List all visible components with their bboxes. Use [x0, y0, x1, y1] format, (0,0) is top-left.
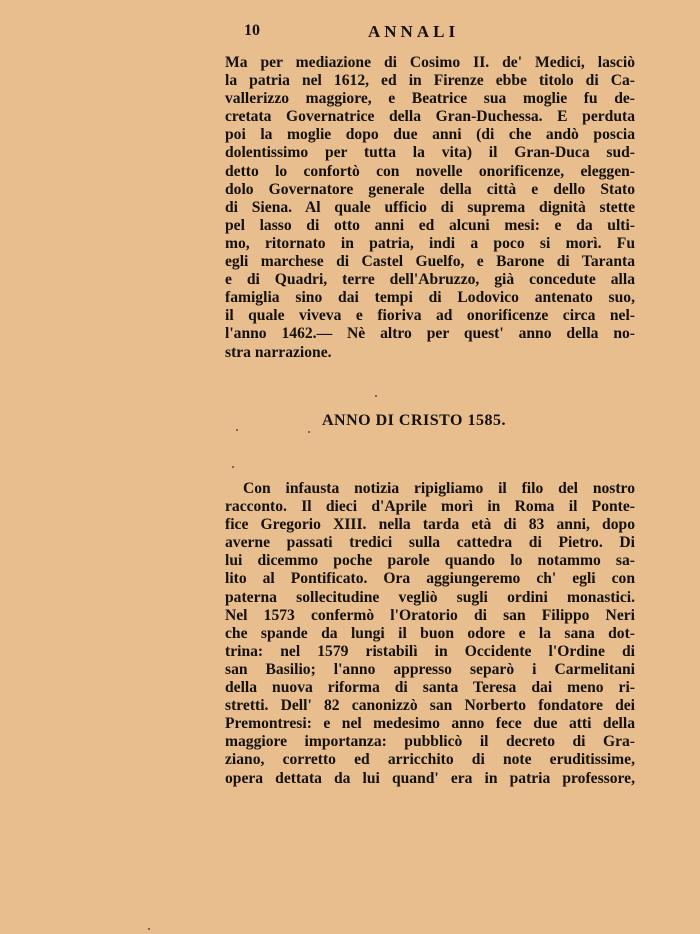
paragraph-line: averne passati tredici sulla cattedra di Pietro. Di: [225, 534, 635, 552]
paragraph-line: Nel 1573 confermò l'Oratorio di san Filippo Neri: [225, 606, 635, 624]
paragraph-line: Con infausta notizia ripigliamo il filo del nostro: [243, 480, 635, 497]
section-heading: ANNO DI CRISTO 1585.: [322, 412, 506, 429]
paragraph-line: Ma per mediazione di Cosimo II. de' Medici, lasciò: [225, 54, 635, 71]
running-head: ANNALI: [368, 22, 460, 41]
paragraph-line: dolo Governatore generale della città e dello Stato: [225, 180, 635, 198]
paragraph-line: la patria nel 1612, ed in Firenze ebbe titolo di Ca-: [225, 72, 635, 90]
paragraph-line: detto lo confortò con novelle onorificenze, eleggen-: [225, 162, 635, 180]
paragraph-line: egli marchese di Castel Guelfo, e Barone di Taranta: [225, 253, 635, 271]
paragraph-line: il quale viveva e fioriva ad onorificenze circa nel-: [225, 307, 635, 325]
paragraph-line: pel lasso di otto anni ed alcuni mesi: e da ulti-: [225, 216, 635, 234]
paragraph-line: racconto. Il dieci d'Aprile morì in Roma il Ponte-: [225, 498, 635, 516]
paragraph-line: di Siena. Al quale ufficio di suprema dignità stette: [225, 198, 635, 216]
paper-speck: [236, 429, 238, 431]
paragraph-line: mo, ritornato in patria, indi a poco si morì. Fu: [225, 234, 635, 252]
paper-speck: [308, 431, 310, 433]
paragraph-line: san Basilio; l'anno appresso separò i Carmelitani: [225, 660, 635, 678]
paragraph-line: che spande da lungi il buon odore e la sana dot-: [225, 624, 635, 642]
paragraph-1: [225, 54, 635, 362]
paragraph-line: cretata Governatrice della Gran-Duchessa. E perduta: [225, 108, 635, 126]
paragraph-line: paterna sollecitudine vegliò sugli ordini monastici.: [225, 588, 635, 606]
paragraph-line: stra narrazione.: [225, 343, 332, 361]
paragraph-line: stretti. Dell' 82 canonizzò san Norberto fondatore dei: [225, 697, 635, 715]
paragraph-line: opera dettata da lui quand' era in patria professore,: [225, 769, 635, 787]
paragraph-line: lui dicemmo poche parole quando lo notammo sa-: [225, 552, 635, 570]
paragraph-line: Premontresi: e nel medesimo anno fece due atti della: [225, 715, 635, 733]
paper-speck: [375, 395, 377, 397]
paragraph-line: dolentissimo per tutta la vita) il Gran-Duca sud-: [225, 144, 635, 162]
paragraph-line: famiglia sino dai tempi di Lodovico antenato suo,: [225, 289, 635, 307]
paragraph-line: poi la moglie dopo due anni (di che andò poscia: [225, 126, 635, 144]
page-number: 10: [244, 22, 260, 39]
paragraph-line: della nuova riforma di santa Teresa dai meno ri-: [225, 679, 635, 697]
paragraph-2: [225, 480, 635, 788]
paragraph-line: maggiore importanza: pubblicò il decreto di Gra-: [225, 733, 635, 751]
paragraph-line: e di Quadri, terre dell'Abruzzo, già concedute alla: [225, 271, 635, 289]
paragraph-line: l'anno 1462.— Nè altro per quest' anno della no-: [225, 325, 635, 343]
paragraph-line: lito al Pontificato. Ora aggiungeremo ch' egli con: [225, 570, 635, 588]
paragraph-line: ziano, corretto ed arricchito di note eruditissime,: [225, 751, 635, 769]
paragraph-line: vallerizzo maggiore, e Beatrice sua moglie fu de-: [225, 90, 635, 108]
paragraph-line: fice Gregorio XIII. nella tarda età di 83 anni, dopo: [225, 516, 635, 534]
paper-speck: [148, 928, 150, 930]
paper-speck: [232, 466, 234, 468]
page-header: [0, 22, 700, 44]
paragraph-line: trina: nel 1579 ristabilì in Occidente l'Ordine di: [225, 642, 635, 660]
